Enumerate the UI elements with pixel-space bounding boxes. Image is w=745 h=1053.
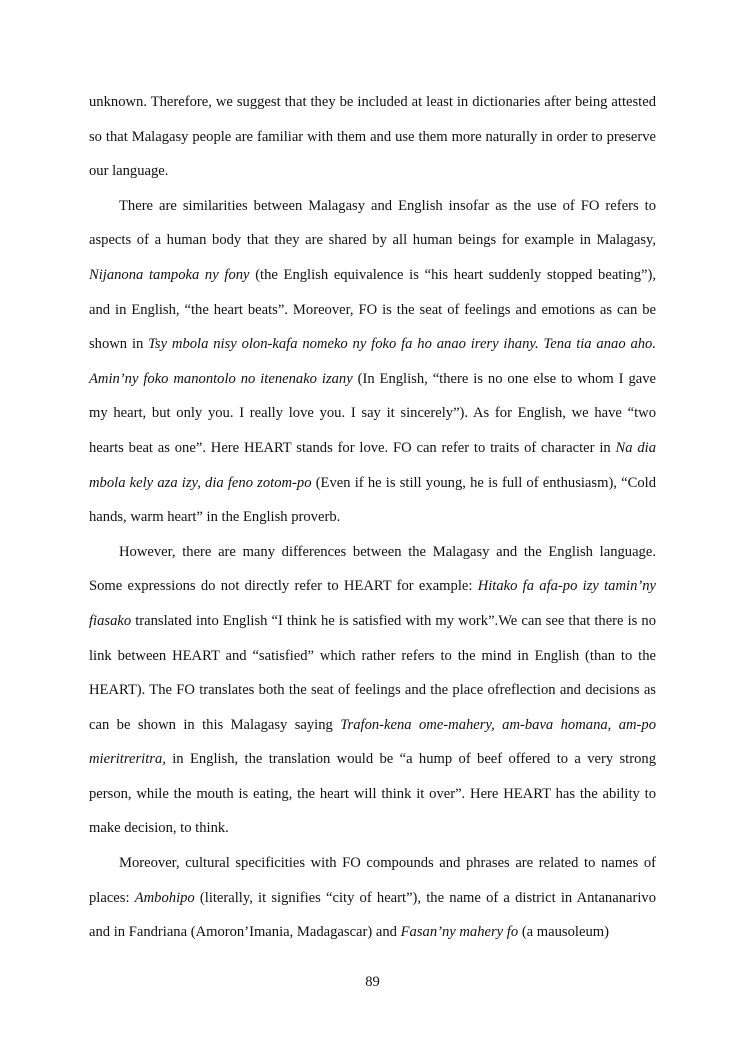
paragraph [89, 846, 656, 950]
italic-text-run: Ambohipo [134, 889, 195, 906]
italic-text-run: Tsy mbola nisy olon-kafa nomeko ny foko fa ho anao irery ihany. Tena tia anao aho. Amin’ny foko manontolo no itenenako izany [89, 336, 656, 387]
text-run: (literally, it signifies “city of heart”), the name of a district in Antananarivo and in Fandriana (Amoron’Imania, Madagascar) and [89, 889, 656, 941]
text-run: Moreover, cultural specificities with FO compounds and phrases are related to names of places: [89, 855, 656, 906]
paragraph [89, 535, 656, 846]
text-run: However, there are many differences between the Malagasy and the English language. Some expressions do not directly refer to HEART for example: [89, 543, 656, 595]
text-run: in English, the translation would be “a hump of beef offered to a very strong person, while the mouth is eating, the heart will think it over”. Here HEART has the ability to make decision, to think. [89, 751, 656, 837]
text-run: (In English, “there is no one else to whom I gave my heart, but only you. I really love you. I say it sincerely”). As for English, we have “two hearts beat as one”. Here HEART stands for love. FO can refer to traits of character in [89, 370, 656, 456]
text-run: There are similarities between Malagasy and English insofar as the use of FO refers to aspects of a human body that they are shared by all human beings for example in Malagasy, [89, 197, 656, 249]
italic-text-run: Trafon-kena ome-mahery, am-bava homana, am-po mieritreritra, [89, 716, 656, 768]
text-run: (a mausoleum) [518, 924, 609, 941]
body-text [89, 85, 656, 950]
paragraph [89, 189, 656, 535]
paragraph [89, 85, 656, 189]
text-run: translated into English “I think he is satisfied with my work”.We can see that there is no link between HEART and “satisfied” which rather refers to the mind in English (than to the HEART). The FO translates both the seat of feelings and the place ofreflection and decisions as can be shown in this Malagasy saying [89, 612, 656, 733]
italic-text-run: Fasan’ny mahery fo [400, 924, 519, 941]
italic-text-run: Na dia mbola kely aza izy, dia feno zotom-po [89, 439, 656, 491]
italic-text-run: Hitako fa afa-po izy tamin’ny fiasako [89, 578, 657, 629]
text-run: (Even if he is still young, he is full of enthusiasm), “Cold hands, warm heart” in the English proverb. [89, 474, 656, 526]
page-number: 89 [365, 974, 380, 990]
text-run: (the English equivalence is “his heart suddenly stopped beating”), and in English, “the heart beats”. Moreover, FO is the seat of feelings and emotions as can be shown in [89, 266, 656, 353]
text-run: unknown. Therefore, we suggest that they be included at least in dictionaries after being attested so that Malagasy people are familiar with them and use them more naturally in order to preserve our language. [89, 94, 656, 180]
italic-text-run: Nijanona tampoka ny fony [89, 266, 250, 283]
